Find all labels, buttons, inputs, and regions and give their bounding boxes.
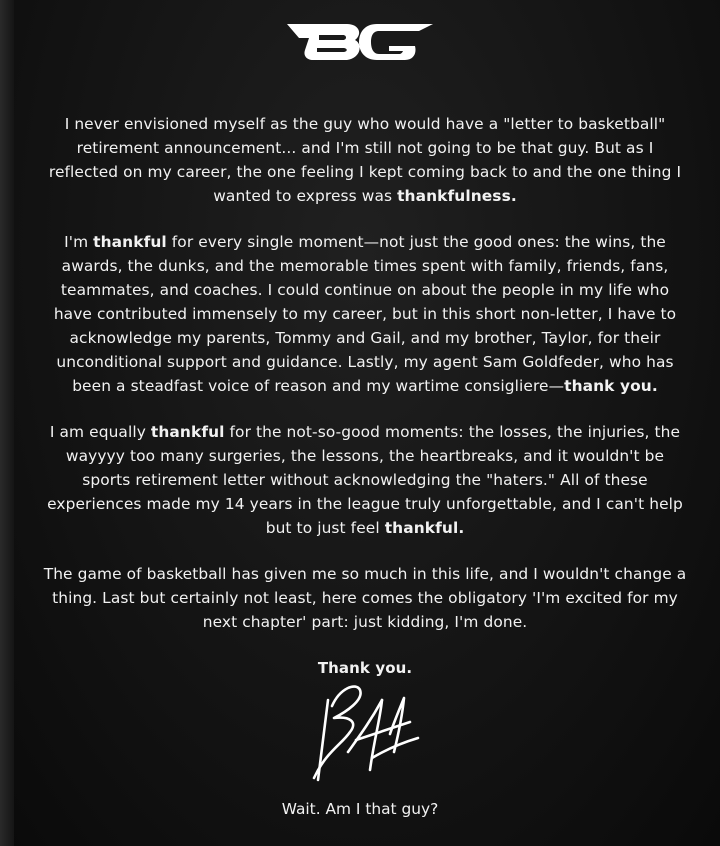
paragraph-3-text: for the not-so-good moments: the losses, the injuries, the wayyyy too many surgeries, the lessons, the heartbreaks, and it wouldn't be sports retirement letter without acknowledging the "haters." All of these experiences made my 14 years in the league truly unforgettable, and I can't help but to just feel <box>47 423 683 537</box>
left-edge-shadow <box>0 0 14 846</box>
handwritten-signature-icon <box>290 678 430 788</box>
bg-monogram-logo-icon <box>285 18 435 68</box>
thank-you-line: Thank you. <box>317 659 413 677</box>
paragraph-3-text-start: I am equally <box>49 423 151 441</box>
paragraph-2-text: for every single moment—not just the good ones: the wins, the awards, the dunks, and the memorable times spent with family, friends, fans, teammates, and coaches. I could continue on about the people in my life who have contributed immensely to my career, but in this short non-letter, I have to acknowledge my parents, Tommy and Gail, and my brother, Taylor, for their unconditional support and guidance. Lastly, my agent Sam Goldfeder, who has been a steadfast voice of reason and my wartime consigliere— <box>53 233 677 395</box>
emphasis-thankful-end: thankful. <box>384 519 465 537</box>
emphasis-thankfulness: thankfulness. <box>397 187 517 205</box>
paragraph-4: The game of basketball has given me so much in this life, and I wouldn't change a thing. Last but certainly not least, here comes the obligatory 'I'm excited for my next chapter' part: just kidding, I'm done. <box>43 565 687 631</box>
emphasis-thankful: thankful <box>150 423 225 441</box>
paragraph-3 <box>40 420 690 540</box>
paragraph-2 <box>40 230 690 398</box>
closing-line: Wait. Am I that guy? <box>281 800 439 818</box>
paragraph-1-text: I never envisioned myself as the guy who would have a "letter to basketball" retirement announcement... and I'm still not going to be that guy. But as I reflected on my career, the one feeling I kept coming back to and the one thing I wanted to express was <box>48 115 682 205</box>
paragraph-1 <box>40 112 690 208</box>
emphasis-thank-you: thank you. <box>564 377 658 395</box>
letter-body <box>40 112 690 680</box>
paragraph-2-text-start: I'm <box>64 233 94 251</box>
emphasis-thankful: thankful <box>93 233 167 251</box>
